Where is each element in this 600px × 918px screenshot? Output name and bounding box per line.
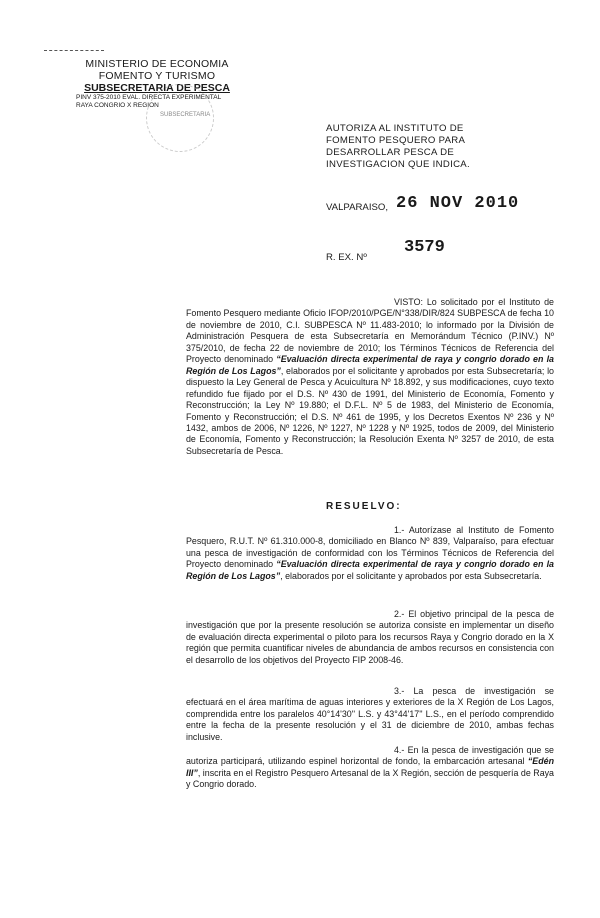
project-title: “Evaluación directa experimental de raya y congrio dorado en la Región de Los Lagos” <box>186 559 554 581</box>
visto-paragraph: VISTO: Lo solicitado por el Instituto de Fomento Pesquero mediante Oficio IFOP/2010/PGE/N°338/DIR/824 SUBPESCA de fecha 10 de noviembre de 2010, C.I. SUBPESCA Nº 11.483-2010; lo informado por la División de Administración Pesquera de esta Subsecretaría en Memorándum Técnico (P.INV.) Nº 375/2010, de fecha 22 de noviembre de 2010; los Términos Técnicos de Referencia del Proyecto denominado “Evaluación directa experimental de raya y congrio dorado en la Región de Los Lagos”, elaborados por el solicitante y aprobados por esta Subsecretaría; lo dispuesto la Ley General de Pesca y Acuicultura Nº 18.892, y sus modificaciones, cuyo texto refundido fue fijado por el D.S. Nº 430 de 1991, del Ministerio de Economía, Fomento y Reconstrucción; la Ley Nº 19.880; el D.F.L. Nº 5 de 1983, del Ministerio de Economía, Fomento y Reconstrucción; el D.S. Nº 461 de 1995, y los Decretos Exentos Nº 236 y Nº 1432, ambos de 2006, Nº 1226, Nº 1227, Nº 1228 y Nº 1925, todos de 2009, del Ministerio de Economía, Fomento y Reconstrucción; la Resolución Exenta Nº 3257 de 2010, de esta Subsecretaría de Pesca. <box>186 297 554 456</box>
ministry-name: MINISTERIO DE ECONOMIA <box>85 58 229 70</box>
resolution-number: 3579 <box>404 238 445 257</box>
ministry-subname: FOMENTO Y TURISMO <box>98 70 216 82</box>
vessel-name: “Edén III” <box>186 756 554 778</box>
resolution-subject: AUTORIZA AL INSTITUTO DE FOMENTO PESQUERO PARA DESARROLLAR PESCA DE INVESTIGACION QUE INDICA. <box>326 123 470 170</box>
resolution-number-label: R. EX. Nº <box>326 252 367 263</box>
resuelvo-heading: RESUELVO: <box>326 501 402 512</box>
resolution-article-3: 3.- La pesca de investigación se efectuará en el área marítima de aguas interiores y exteriores de la X Región de Los Lagos, comprendida entre los paralelos 40°14'30'' L.S. y 43°44'17'' L.S., en el período comprendido entre la fecha de la presente resolución y el 31 de diciembre de 2010, ambas fechas inclusive. <box>186 686 554 742</box>
resolution-date: 26 NOV 2010 <box>396 194 520 213</box>
project-title: “Evaluación directa experimental de raya y congrio dorado en la Región de Los Lagos” <box>186 354 554 376</box>
reference-code-line1: PINV 375-2010 EVAL. DIRECTA EXPERIMENTAL <box>76 94 222 101</box>
official-stamp <box>146 84 214 152</box>
resolution-article-4: 4.- En la pesca de investigación que se autoriza participará, utilizando espinel horizontal de fondo, la embarcación artesanal “Edén III”, inscrita en el Registro Pesquero Artesanal de la X Región, sección de pesquería de Raya y Congrio dorado. <box>186 745 554 790</box>
resolution-article-1: 1.- Autorízase al Instituto de Fomento Pesquero, R.U.T. Nº 61.310.000-8, domiciliado en Blanco Nº 839, Valparaíso, para efectuar una pesca de investigación de conformidad con los Términos Técnicos de Referencia del Proyecto denominado “Evaluación directa experimental de raya y congrio dorado en la Región de Los Lagos”, elaborados por el solicitante y aprobados por esta Subsecretaría. <box>186 525 554 581</box>
reference-code-line2: RAYA CONGRIO X REGION <box>76 102 159 109</box>
resolution-article-2: 2.- El objetivo principal de la pesca de investigación que por la presente resolución se autoriza consiste en implementar un diseño de evaluación directa experimental o piloto para los recursos Raya y Congrio dorado en la X región que permita cuantificar niveles de abundancia de ambos recursos en consistencia con el desarrollo de los objetivos del Proyecto FIP 2008-46. <box>186 609 554 665</box>
official-stamp-text: SUBSECRETARIA <box>160 112 211 118</box>
header-dash-mark <box>44 50 104 51</box>
subsecretaria-name: SUBSECRETARIA DE PESCA <box>84 82 230 94</box>
place-label: VALPARAISO, <box>326 202 389 213</box>
